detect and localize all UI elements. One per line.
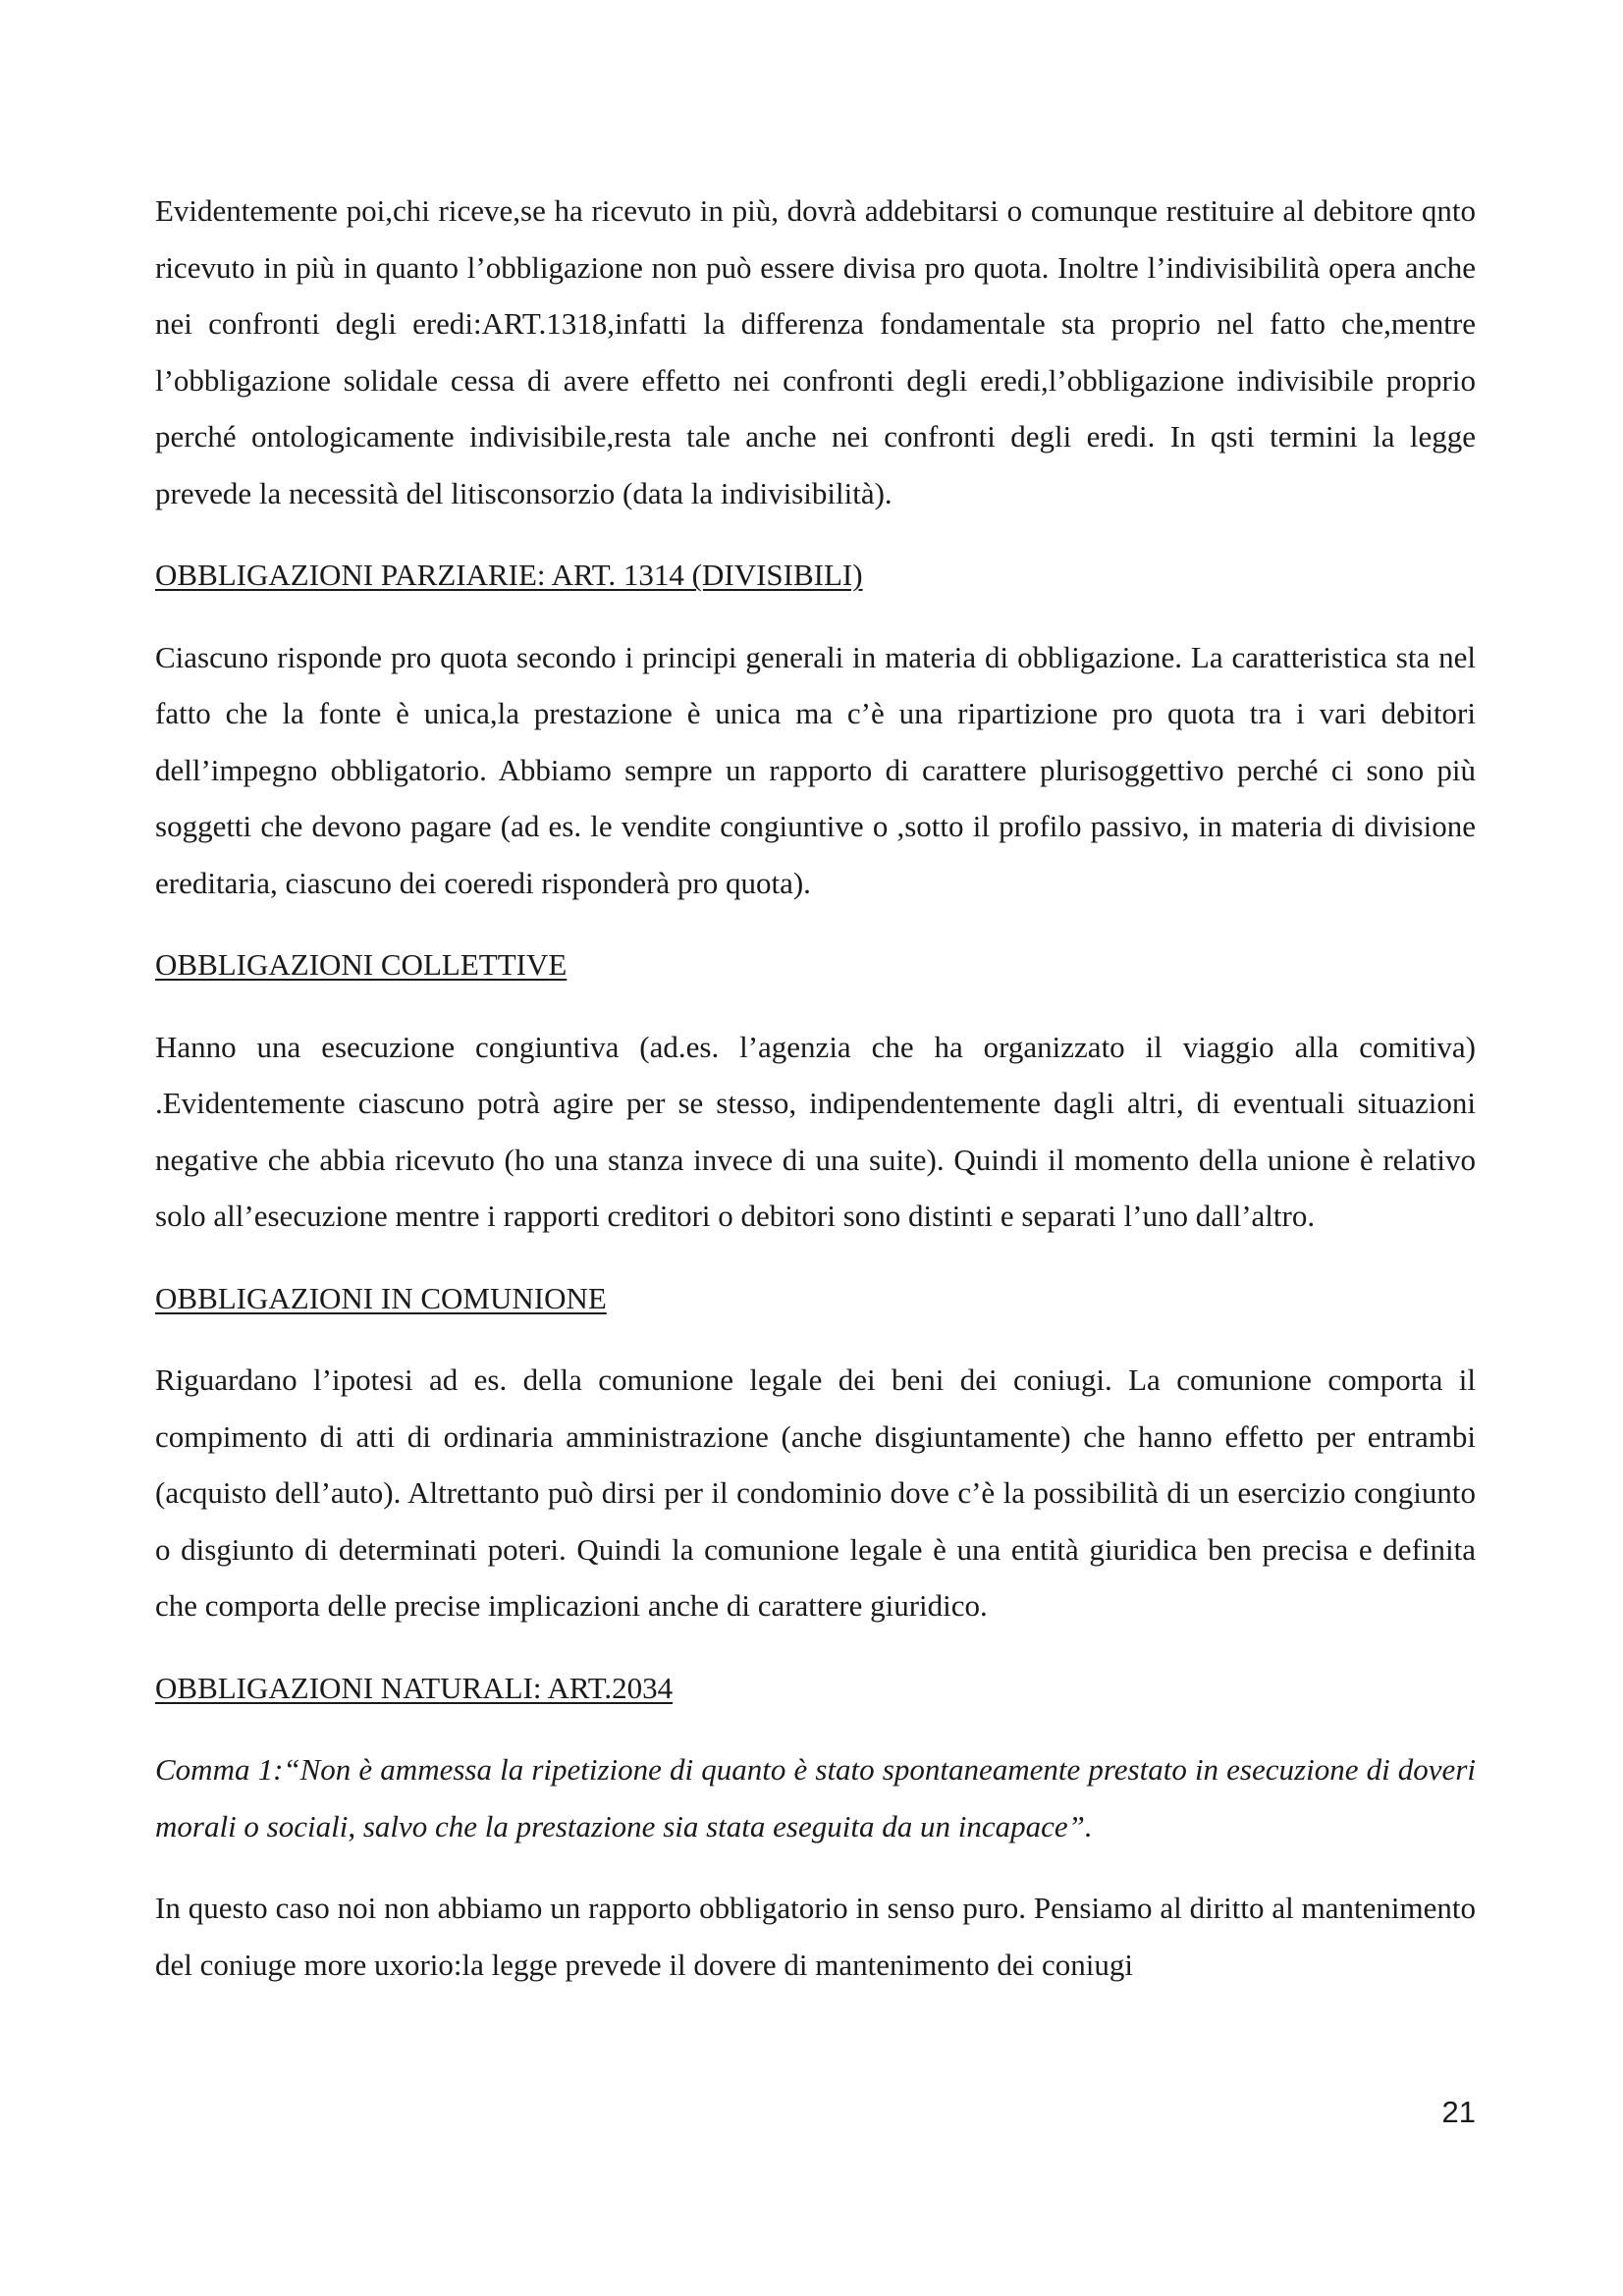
paragraph-parziarie: Ciascuno risponde pro quota secondo i principi generali in materia di obbligazione. La caratteristica sta nel fatto che la fonte è unica,la prestazione è unica ma c’è una ripartizione pro quota tra i vari debitori dell’impegno obbligatorio. Abbiamo sempre un rapporto di carattere plurisoggettivo perché ci sono più soggetti che devono pagare (ad es. le vendite congiuntive o ,sotto il profilo passivo, in materia di divisione ereditaria, ciascuno dei coeredi risponderà pro quota).	[155, 639, 1476, 900]
page-number: 21	[1441, 2095, 1476, 2129]
heading-obbligazioni-in-comunione: OBBLIGAZIONI IN COMUNIONE	[155, 1280, 607, 1315]
heading-obbligazioni-naturali: OBBLIGAZIONI NATURALI: ART.2034	[155, 1670, 674, 1705]
paragraph-collettive: Hanno una esecuzione congiuntiva (ad.es. l’agenzia che ha organizzato il viaggio alla comitiva) .Evidentemente ciascuno potrà agire per se stesso, indipendentemente dagli altri, di eventuali situazioni negative che abbia ricevuto (ho una stanza invece di una suite). Quindi il momento della unione è relativo solo all’esecuzione mentre i rapporti creditori o debitori sono distinti e separati l’uno dall’altro.	[155, 1029, 1476, 1233]
paragraph-naturali: In questo caso noi non abbiamo un rapporto obbligatorio in senso puro. Pensiamo al diritto al mantenimento del coniuge more uxorio:la legge prevede il dovere di mantenimento dei coniugi	[155, 1891, 1476, 1982]
heading-obbligazioni-parziarie: OBBLIGAZIONI PARZIARIE: ART. 1314 (DIVISIBILI)	[155, 558, 863, 592]
heading-obbligazioni-collettive: OBBLIGAZIONI COLLETTIVE	[155, 947, 568, 982]
document-page	[155, 183, 1476, 1993]
paragraph-intro: Evidentemente poi,chi riceve,se ha ricevuto in più, dovrà addebitarsi o comunque restituire al debitore qnto ricevuto in più in quanto l’obbligazione non può essere divisa pro quota. Inoltre l’indivisibilità opera anche nei confronti degli eredi:ART.1318,infatti la differenza fondamentale sta proprio nel fatto che,mentre l’obbligazione solidale cessa di avere effetto nei confronti degli eredi,l’obbligazione indivisibile proprio perché ontologicamente indivisibile,resta tale anche nei confronti degli eredi. In qsti termini la legge prevede la necessità del litisconsorzio (data la indivisibilità).	[155, 193, 1476, 510]
paragraph-comunione: Riguardano l’ipotesi ad es. della comunione legale dei beni dei coniugi. La comunione comporta il compimento di atti di ordinaria amministrazione (anche disgiuntamente) che hanno effetto per entrambi (acquisto dell’auto). Altrettanto può dirsi per il condominio dove c’è la possibilità di un esercizio congiunto o disgiunto di determinati poteri. Quindi la comunione legale è una entità giuridica ben precisa e definita che comporta delle precise implicazioni anche di carattere giuridico.	[155, 1362, 1476, 1623]
quote-comma-1: Comma 1:“Non è ammessa la ripetizione di quanto è stato spontaneamente prestato in esecuzione di doveri morali o sociali, salvo che la prestazione sia stata eseguita da un incapace”.	[155, 1752, 1476, 1843]
